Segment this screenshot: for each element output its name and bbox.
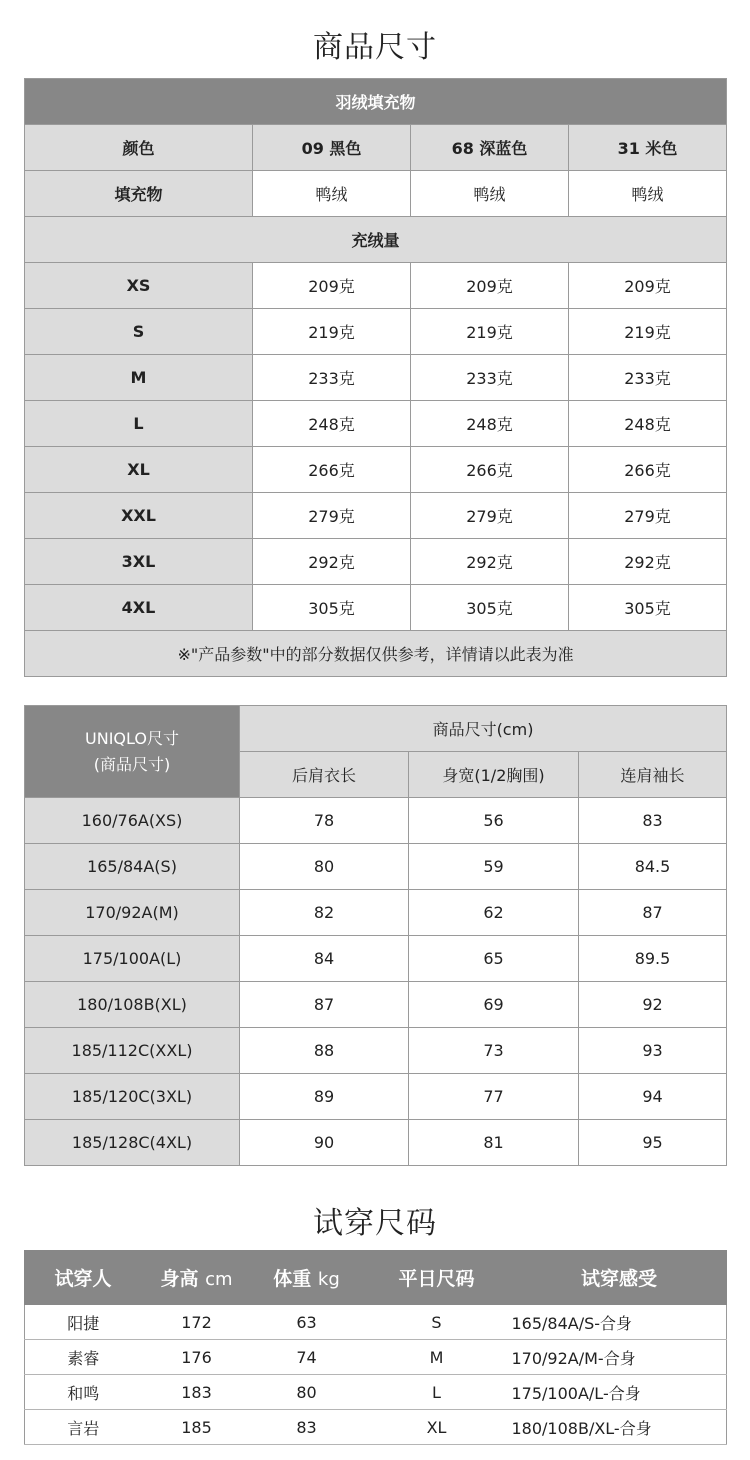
tryon-weight: 80 xyxy=(252,1375,362,1410)
fill-amount-cell: 305克 xyxy=(569,585,727,631)
tryon-weight: 63 xyxy=(252,1305,362,1340)
fill-amount-row xyxy=(25,309,727,355)
tryon-feeling: 180/108B/XL-合身 xyxy=(512,1410,727,1445)
fill-amount-row xyxy=(25,447,727,493)
tryon-feeling: 170/92A/M-合身 xyxy=(512,1340,727,1375)
tryon-weight: 83 xyxy=(252,1410,362,1445)
fill-size-label: L xyxy=(25,401,253,447)
color-header: 31 米色 xyxy=(569,125,727,171)
fill-amount-cell: 305克 xyxy=(411,585,569,631)
tryon-header-person: 试穿人 xyxy=(25,1251,142,1305)
tryon-usual-size: L xyxy=(362,1375,512,1410)
size-row xyxy=(25,982,727,1028)
tryon-usual-size: M xyxy=(362,1340,512,1375)
fill-amount-cell: 248克 xyxy=(569,401,727,447)
size-row xyxy=(25,936,727,982)
fill-amount-cell: 266克 xyxy=(411,447,569,493)
size-row xyxy=(25,1074,727,1120)
tryon-person: 素睿 xyxy=(25,1340,142,1375)
size-measure-cell: 73 xyxy=(409,1028,579,1074)
size-row xyxy=(25,1028,727,1074)
fill-amount-cell: 209克 xyxy=(569,263,727,309)
fill-size-label: 4XL xyxy=(25,585,253,631)
fill-amount-cell: 219克 xyxy=(411,309,569,355)
size-label: 175/100A(L) xyxy=(25,936,240,982)
size-corner-line1: UNIQLO尺寸 xyxy=(85,728,179,748)
fill-amount-cell: 279克 xyxy=(569,493,727,539)
size-label: 185/120C(3XL) xyxy=(25,1074,240,1120)
fill-value: 鸭绒 xyxy=(569,171,727,217)
size-measure-cell: 93 xyxy=(579,1028,727,1074)
size-label: 185/112C(XXL) xyxy=(25,1028,240,1074)
fill-size-label: M xyxy=(25,355,253,401)
fill-amount-cell: 219克 xyxy=(569,309,727,355)
fill-amount-cell: 233克 xyxy=(411,355,569,401)
size-column-header: 身宽(1/2胸围) xyxy=(409,752,579,798)
size-measure-cell: 62 xyxy=(409,890,579,936)
fill-amount-row xyxy=(25,493,727,539)
tryon-header-weight-unit: kg xyxy=(317,1269,340,1290)
tryon-height: 176 xyxy=(142,1340,252,1375)
tryon-row xyxy=(25,1375,727,1410)
size-measure-cell: 89.5 xyxy=(579,936,727,982)
size-measure-cell: 69 xyxy=(409,982,579,1028)
fill-amount-cell: 209克 xyxy=(411,263,569,309)
fill-size-label: S xyxy=(25,309,253,355)
size-label: 160/76A(XS) xyxy=(25,798,240,844)
tryon-usual-size: S xyxy=(362,1305,512,1340)
fill-amount-cell: 248克 xyxy=(411,401,569,447)
tryon-height: 183 xyxy=(142,1375,252,1410)
fill-value: 鸭绒 xyxy=(411,171,569,217)
tryon-row xyxy=(25,1340,727,1375)
tryon-row xyxy=(25,1305,727,1340)
size-column-header: 后肩衣长 xyxy=(240,752,409,798)
tryon-header-weight-label: 体重 xyxy=(273,1268,312,1290)
size-measure-cell: 88 xyxy=(240,1028,409,1074)
size-row xyxy=(25,798,727,844)
fill-size-label: XL xyxy=(25,447,253,493)
fill-amount-cell: 219克 xyxy=(253,309,411,355)
size-label: 180/108B(XL) xyxy=(25,982,240,1028)
fill-size-label: XXL xyxy=(25,493,253,539)
size-column-header: 连肩袖长 xyxy=(579,752,727,798)
size-row xyxy=(25,844,727,890)
size-measure-cell: 80 xyxy=(240,844,409,890)
tryon-table xyxy=(24,1250,727,1445)
size-measure-cell: 84 xyxy=(240,936,409,982)
size-row xyxy=(25,890,727,936)
fill-label: 填充物 xyxy=(25,171,253,217)
fill-amount-cell: 209克 xyxy=(253,263,411,309)
size-corner-header xyxy=(25,706,240,798)
tryon-header-feeling: 试穿感受 xyxy=(512,1251,727,1305)
tryon-header-height-label: 身高 xyxy=(160,1268,199,1290)
fill-amount-cell: 233克 xyxy=(569,355,727,401)
size-measure-cell: 95 xyxy=(579,1120,727,1166)
fill-amount-cell: 279克 xyxy=(411,493,569,539)
tryon-title: 试穿尺码 xyxy=(313,1206,437,1241)
size-measure-cell: 94 xyxy=(579,1074,727,1120)
tryon-header-weight xyxy=(252,1251,362,1305)
size-measure-cell: 89 xyxy=(240,1074,409,1120)
tryon-header-height-unit: cm xyxy=(205,1269,233,1290)
size-row xyxy=(25,1120,727,1166)
color-label: 颜色 xyxy=(25,125,253,171)
size-measure-cell: 87 xyxy=(579,890,727,936)
size-measure-cell: 77 xyxy=(409,1074,579,1120)
size-measure-cell: 65 xyxy=(409,936,579,982)
tryon-weight: 74 xyxy=(252,1340,362,1375)
size-table xyxy=(24,705,727,1166)
tryon-header-usual-size: 平日尺码 xyxy=(362,1251,512,1305)
size-label: 185/128C(4XL) xyxy=(25,1120,240,1166)
tryon-header-height xyxy=(142,1251,252,1305)
tryon-usual-size: XL xyxy=(362,1410,512,1445)
size-corner-line2: (商品尺寸) xyxy=(93,754,171,774)
size-measure-cell: 84.5 xyxy=(579,844,727,890)
fill-amount-cell: 292克 xyxy=(253,539,411,585)
tryon-height: 172 xyxy=(142,1305,252,1340)
fill-value: 鸭绒 xyxy=(253,171,411,217)
fill-amount-row xyxy=(25,539,727,585)
fill-amount-row xyxy=(25,263,727,309)
fill-table xyxy=(24,78,727,677)
fill-amount-cell: 292克 xyxy=(411,539,569,585)
tryon-feeling: 165/84A/S-合身 xyxy=(512,1305,727,1340)
tryon-height: 185 xyxy=(142,1410,252,1445)
fill-amount-row xyxy=(25,401,727,447)
fill-size-label: XS xyxy=(25,263,253,309)
size-label: 170/92A(M) xyxy=(25,890,240,936)
fill-table-note: ※"产品参数"中的部分数据仅供参考，详情请以此表为准 xyxy=(25,631,727,677)
amount-header: 充绒量 xyxy=(25,217,727,263)
size-group-header: 商品尺寸(cm) xyxy=(240,706,727,752)
fill-amount-cell: 305克 xyxy=(253,585,411,631)
fill-amount-cell: 266克 xyxy=(253,447,411,493)
page-title: 商品尺寸 xyxy=(313,30,437,65)
fill-amount-cell: 279克 xyxy=(253,493,411,539)
fill-amount-cell: 233克 xyxy=(253,355,411,401)
size-measure-cell: 56 xyxy=(409,798,579,844)
size-measure-cell: 59 xyxy=(409,844,579,890)
fill-table-header: 羽绒填充物 xyxy=(25,79,727,125)
color-header: 09 黑色 xyxy=(253,125,411,171)
color-header: 68 深蓝色 xyxy=(411,125,569,171)
tryon-person: 和鸣 xyxy=(25,1375,142,1410)
size-measure-cell: 92 xyxy=(579,982,727,1028)
fill-amount-cell: 248克 xyxy=(253,401,411,447)
fill-amount-row xyxy=(25,355,727,401)
fill-size-label: 3XL xyxy=(25,539,253,585)
fill-amount-cell: 292克 xyxy=(569,539,727,585)
fill-amount-row xyxy=(25,585,727,631)
tryon-feeling: 175/100A/L-合身 xyxy=(512,1375,727,1410)
fill-amount-cell: 266克 xyxy=(569,447,727,493)
size-measure-cell: 82 xyxy=(240,890,409,936)
size-measure-cell: 83 xyxy=(579,798,727,844)
tryon-person: 言岩 xyxy=(25,1410,142,1445)
size-measure-cell: 90 xyxy=(240,1120,409,1166)
size-measure-cell: 78 xyxy=(240,798,409,844)
size-measure-cell: 81 xyxy=(409,1120,579,1166)
tryon-row xyxy=(25,1410,727,1445)
size-measure-cell: 87 xyxy=(240,982,409,1028)
size-label: 165/84A(S) xyxy=(25,844,240,890)
tryon-person: 阳捷 xyxy=(25,1305,142,1340)
